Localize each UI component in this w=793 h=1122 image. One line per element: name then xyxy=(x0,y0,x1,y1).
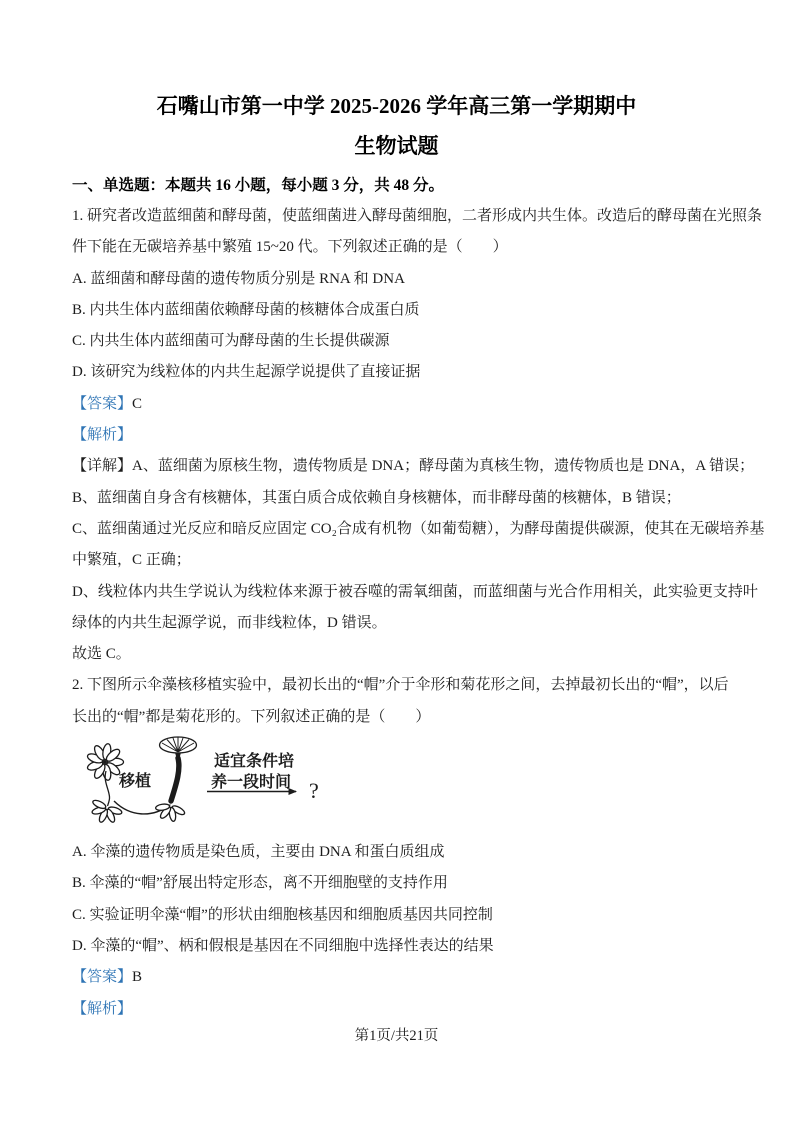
text-segment: 1. 研究者改造蓝细菌和酵母菌，使蓝细菌进入酵母菌细胞，二者形成内共生体。改造后的酵母菌在光照条 xyxy=(72,208,763,224)
text-segment: A. 伞藻的遗传物质是染色质，主要由 DNA 和蛋白质组成 xyxy=(72,844,445,861)
text-line xyxy=(72,420,753,451)
text-line xyxy=(72,837,753,868)
text-segment: C、蓝细菌通过光反应和暗反应固定 CO₂合成有机物（如葡萄糖），为酵母菌提供碳源，使其在无碳培养基 xyxy=(72,520,765,537)
text-line xyxy=(72,264,753,295)
document-title-line1: 石嘴山市第一中学 2025-2026 学年高三第一学期期中 xyxy=(156,94,637,118)
text-segment: B. 伞藻的“帽”舒展出特定形态，离不开细胞壁的支持作用 xyxy=(72,875,448,892)
text-line xyxy=(72,994,753,1025)
text-segment: A. 蓝细菌和酵母菌的遗传物质分别是 RNA 和 DNA xyxy=(72,270,405,287)
text-line xyxy=(72,670,753,701)
text-line xyxy=(72,201,763,232)
text-segment: 件下能在无碳培养基中繁殖 15~20 代。下列叙述正确的是（ ） xyxy=(72,239,508,256)
text-segment: D、线粒体内共生学说认为线粒体来源于被吞噬的需氧细菌，而蓝细菌与光合作用相关，此实验更支持叶 xyxy=(72,583,758,600)
page-number-footer: 第1页/共21页 xyxy=(354,1028,439,1044)
text-line xyxy=(72,962,753,993)
text-segment: C xyxy=(132,395,143,412)
text-segment: 长出的“帽”都是菊花形的。下列叙述正确的是（ ） xyxy=(72,708,431,725)
text-segment: D. 该研究为线粒体的内共生起源学说提供了直接证据 xyxy=(72,364,421,381)
bracket-label: 【答案】 xyxy=(72,395,133,412)
bracket-label: 【解析】 xyxy=(72,427,133,444)
transplant-label: 移植 xyxy=(119,773,152,791)
document-header xyxy=(0,0,793,166)
culture-step xyxy=(207,751,319,803)
acetabularia-experiment-figure xyxy=(0,733,793,837)
text-segment: B xyxy=(132,969,143,986)
text-line xyxy=(72,868,753,899)
alga-rhizoid xyxy=(155,803,186,822)
chrysanthemum-cap-alga-icon xyxy=(86,743,123,823)
text-line xyxy=(72,931,753,962)
text-line xyxy=(72,514,765,545)
text-segment: D. 伞藻的“帽”、柄和假根是基因在不同细胞中选择性表达的结果 xyxy=(72,937,494,954)
text-segment: 2. 下图所示伞藻核移植实验中，最初长出的“帽”介于伞形和菊花形之间，去掉最初长出的“帽”，以后 xyxy=(72,677,729,694)
text-segment: 故选 C。 xyxy=(72,646,131,663)
text-segment: B、蓝细菌自身含有核糖体，其蛋白质合成依赖自身核糖体，而非酵母菌的核糖体，B 错误； xyxy=(72,489,681,506)
text-segment: C. 内共生体内蓝细菌可为酵母菌的生长提供碳源 xyxy=(72,333,390,350)
bracket-label: 【解析】 xyxy=(72,1000,133,1017)
text-line xyxy=(72,295,753,326)
bracket-label: 【答案】 xyxy=(72,969,133,986)
acetabularia-figure-drawing xyxy=(78,729,334,829)
document-title-line2: 生物试题 xyxy=(354,134,439,158)
culture-label-line1: 适宜条件培 xyxy=(214,753,295,771)
text-line xyxy=(72,900,753,931)
result-question-mark: ? xyxy=(309,778,319,804)
thick-stalk xyxy=(171,758,179,801)
text-line xyxy=(72,608,753,639)
text-line xyxy=(72,357,753,388)
text-segment: 绿体的内共生起源学说，而非线粒体，D 错误。 xyxy=(72,614,387,631)
text-segment: B. 内共生体内蓝细菌依赖酵母菌的核糖体合成蛋白质 xyxy=(72,301,420,318)
section-header: 一、单选题：本题共 16 小题，每小题 3 分，共 48 分。 xyxy=(72,177,445,194)
text-line xyxy=(72,326,753,357)
alga-rhizoid xyxy=(91,799,122,824)
text-line xyxy=(72,545,753,576)
text-line xyxy=(72,577,758,608)
culture-label-line2: 养一段时间 xyxy=(211,774,292,792)
text-segment: C. 实验证明伞藻“帽”的形状由细胞核基因和细胞质基因共同控制 xyxy=(72,906,493,923)
umbrella-cap-alga-icon xyxy=(155,737,196,822)
text-line xyxy=(72,483,753,514)
text-segment: 【详解】A、蓝细菌为原核生物，遗传物质是 DNA；酵母菌为真核生物，遗传物质也是 DNA，A 错误； xyxy=(72,458,755,475)
text-line xyxy=(72,389,753,420)
text-line xyxy=(72,451,753,482)
text-line xyxy=(72,639,753,670)
text-line xyxy=(72,232,753,263)
content-before-figure xyxy=(72,201,765,733)
content-after-figure xyxy=(72,837,753,1025)
text-segment: 中繁殖，C 正确； xyxy=(72,552,191,569)
